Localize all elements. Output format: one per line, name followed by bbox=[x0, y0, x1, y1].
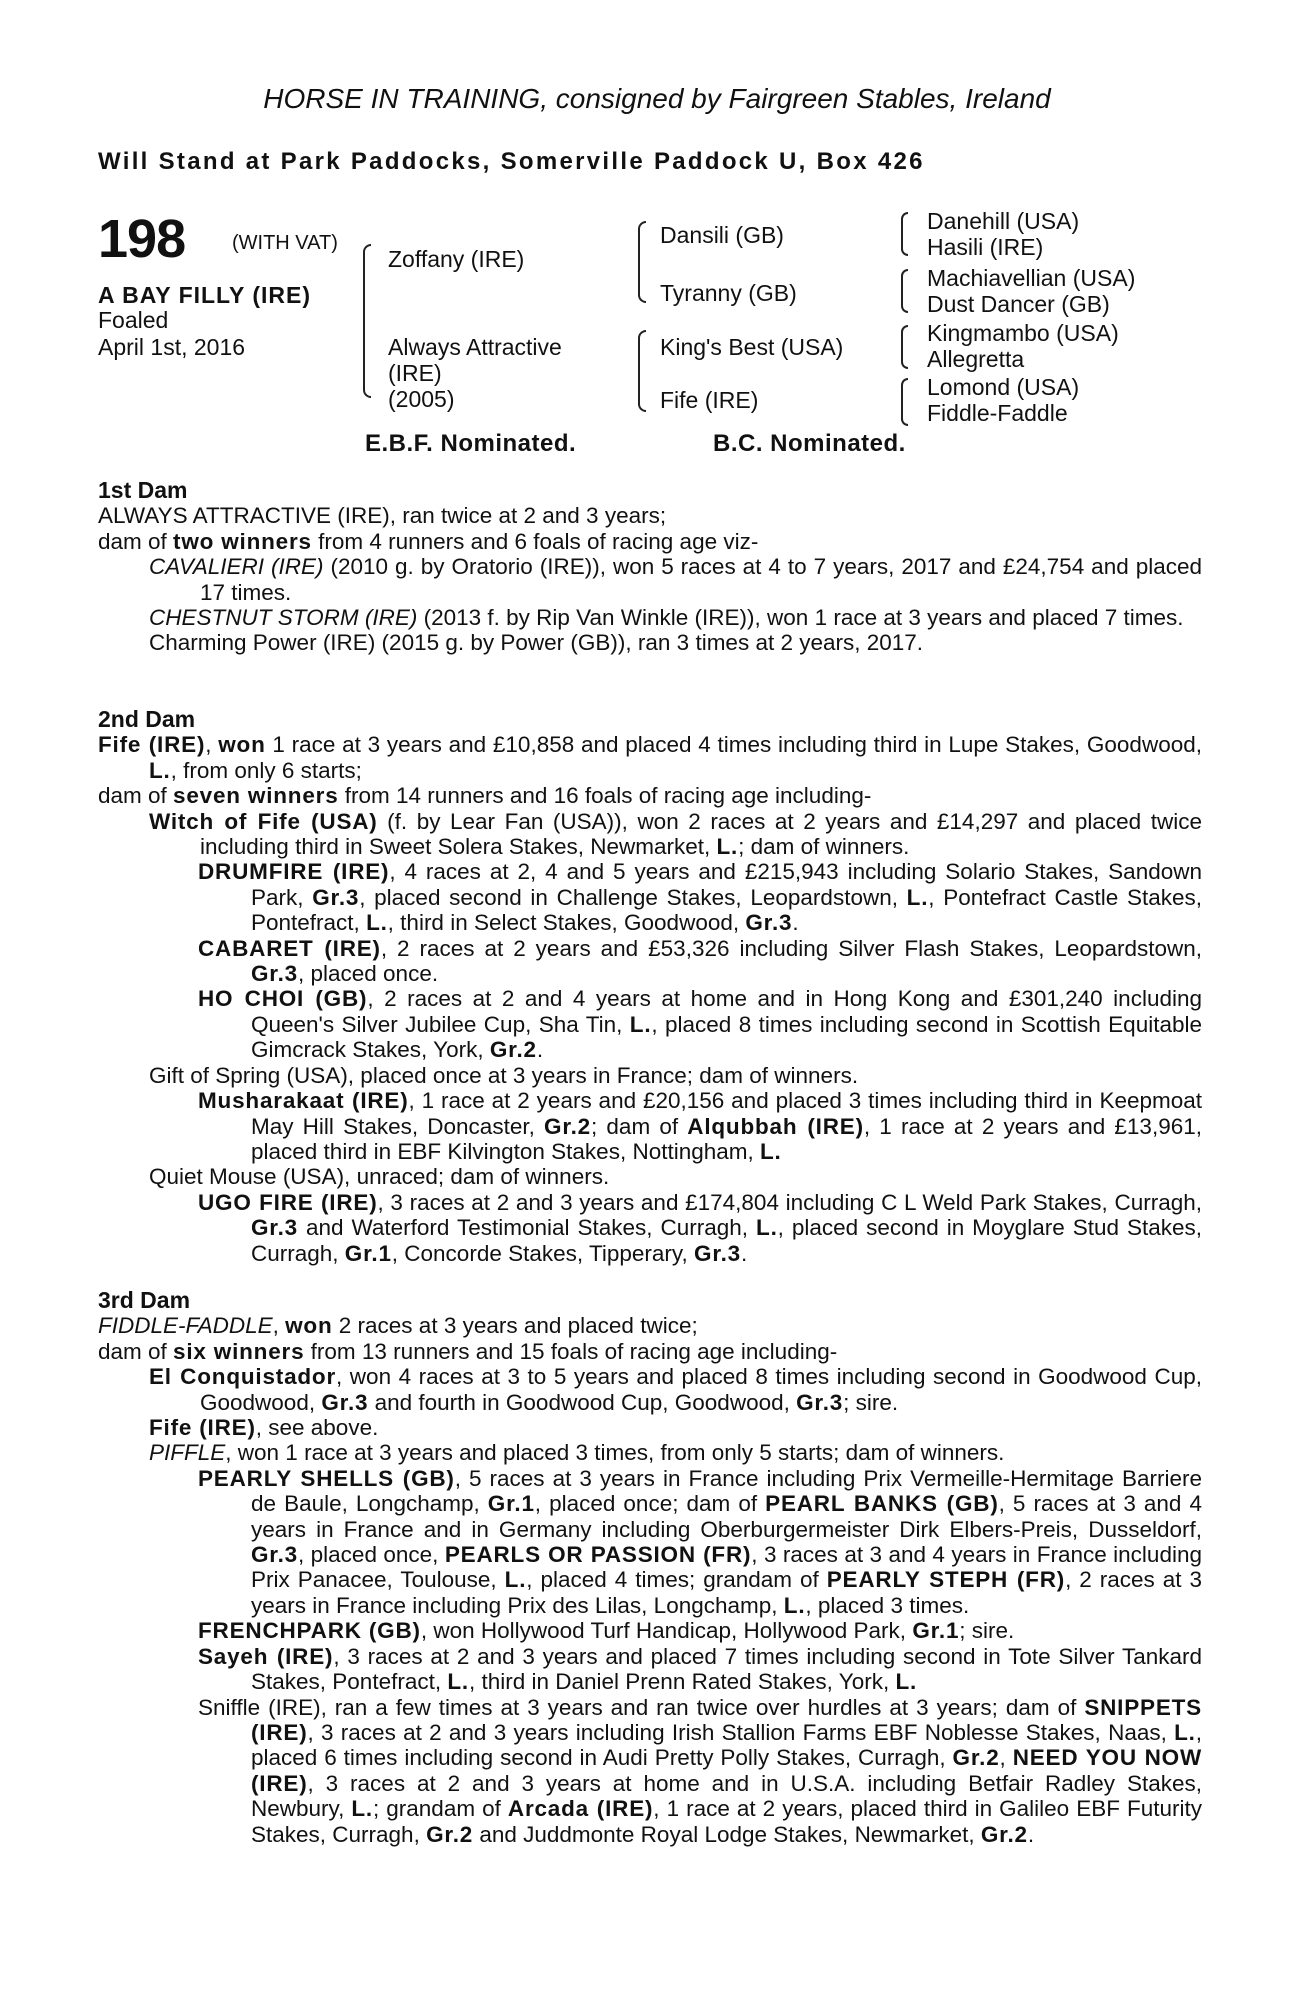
pedigree-dam-line3: (2005) bbox=[388, 386, 455, 412]
pedigree-sire-sire: Dansili (GB) bbox=[660, 222, 784, 248]
pedigree-brace-sd bbox=[901, 269, 908, 313]
second-dam-line: Fife (IRE), won 1 race at 3 years and £10,858 and placed 4 times including third in Lupe Stakes, Goodwood, L., from only 6 starts; bbox=[98, 732, 1202, 783]
first-dam-line: ALWAYS ATTRACTIVE (IRE), ran twice at 2 and 3 years; bbox=[98, 503, 667, 529]
first-dam-section bbox=[98, 478, 1202, 656]
pedigree-sire-dam: Tyranny (GB) bbox=[660, 280, 797, 306]
third-dam-heading: 3rd Dam bbox=[98, 1287, 191, 1313]
stand-location: Will Stand at Park Paddocks, Somerville Paddock U, Box 426 bbox=[98, 148, 925, 175]
produce-entry: UGO FIRE (IRE), 3 races at 2 and 3 years and £174,804 including C L Weld Park Stakes, Curragh, Gr.3 and Waterford Testimonial Stakes, Curragh, L., placed second in Moyglare Stud Stakes, Curragh, Gr.1, Concorde Stakes, Tipperary, Gr.3. bbox=[198, 1189, 1202, 1266]
pedigree-sire: Zoffany (IRE) bbox=[388, 246, 525, 272]
foaled-date: April 1st, 2016 bbox=[98, 334, 246, 360]
pedigree-brace-main bbox=[363, 244, 371, 398]
produce-entry: CABARET (IRE), 2 races at 2 years and £53,326 including Silver Flash Stakes, Leopardstown, Gr.3, placed once. bbox=[198, 935, 1202, 987]
pedigree-sdd: Dust Dancer (GB) bbox=[927, 291, 1110, 317]
pedigree-sds: Machiavellian (USA) bbox=[927, 265, 1136, 291]
second-dam-section bbox=[98, 707, 1202, 1266]
pedigree-dsd: Allegretta bbox=[927, 346, 1025, 372]
produce-entry: Sayeh (IRE), 3 races at 2 and 3 years and placed 7 times including second in Tote Silver Tankard Stakes, Pontefract, L., third in Daniel Prenn Rated Stakes, York, L. bbox=[198, 1643, 1202, 1695]
lot-number: 198 bbox=[98, 209, 186, 269]
second-dam-heading: 2nd Dam bbox=[98, 706, 196, 732]
foaled-label: Foaled bbox=[98, 307, 169, 333]
third-dam-section bbox=[98, 1288, 1202, 1847]
produce-entry: El Conquistador, won 4 races at 3 to 5 years and placed 8 times including second in Goodwood Cup, Goodwood, Gr.3 and fourth in Goodwood Cup, Goodwood, Gr.3; sire. bbox=[149, 1364, 1202, 1415]
produce-entry: Musharakaat (IRE), 1 race at 2 years and £20,156 and placed 3 times including third in Keepmoat May Hill Stakes, Doncaster, Gr.2; dam of Alqubbah (IRE), 1 race at 2 years and £13,961, placed third in EBF Kilvington Stakes, Nottingham, L. bbox=[198, 1088, 1203, 1164]
pedigree-sss: Danehill (USA) bbox=[927, 208, 1080, 234]
produce-entry: Charming Power (IRE) (2015 g. by Power (GB)), ran 3 times at 2 years, 2017. bbox=[149, 630, 924, 656]
produce-entry: PIFFLE, won 1 race at 3 years and placed 3 times, from only 5 starts; dam of winners. bbox=[149, 1440, 1005, 1466]
pedigree-brace-sire bbox=[638, 221, 646, 303]
pedigree-ddd: Fiddle-Faddle bbox=[927, 400, 1068, 426]
bc-nominated: B.C. Nominated. bbox=[713, 430, 906, 457]
pedigree-ssd: Hasili (IRE) bbox=[927, 234, 1044, 260]
first-dam-heading: 1st Dam bbox=[98, 477, 188, 503]
third-dam-line: FIDDLE-FADDLE, won 2 races at 3 years and placed twice; bbox=[98, 1313, 698, 1339]
produce-entry: CHESTNUT STORM (IRE) (2013 f. by Rip Van Winkle (IRE)), won 1 race at 3 years and placed 7 times. bbox=[149, 605, 1184, 631]
produce-entry: FRENCHPARK (GB), won Hollywood Turf Handicap, Hollywood Park, Gr.1; sire. bbox=[198, 1618, 1015, 1644]
produce-entry: PEARLY SHELLS (GB), 5 races at 3 years in France including Prix Vermeille-Hermitage Barriere de Baule, Longchamp, Gr.1, placed once; dam of PEARL BANKS (GB), 5 races at 3 and 4 years in France and in Germany including Oberburgermeister Dirk Elbers-Preis, Dusseldorf, Gr.3, placed once, PEARLS OR PASSION (FR), 3 races at 3 and 4 years in France including Prix Panacee, Toulouse, L., placed 4 times; grandam of PEARLY STEPH (FR), 2 races at 3 years in France including Prix des Lilas, Longchamp, L., placed 3 times. bbox=[198, 1465, 1203, 1618]
horse-description: A BAY FILLY (IRE) bbox=[98, 282, 311, 308]
produce-entry: Sniffle (IRE), ran a few times at 3 years and ran twice over hurdles at 3 years; dam of SNIPPETS (IRE), 3 races at 2 and 3 years including Irish Stallion Farms EBF Noblesse Stakes, Naas, L., placed 6 times including second in Audi Pretty Polly Stakes, Curragh, Gr.2, NEED YOU NOW (IRE), 3 races at 2 and 3 years at home and in U.S.A. including Betfair Radley Stakes, Newbury, L.; grandam of Arcada (IRE), 1 race at 2 years, placed third in Galileo EBF Futurity Stakes, Curragh, Gr.2 and Juddmonte Royal Lodge Stakes, Newmarket, Gr.2. bbox=[198, 1694, 1203, 1847]
pedigree-dds: Lomond (USA) bbox=[927, 374, 1080, 400]
second-dam-produce-summary: dam of seven winners from 14 runners and 16 foals of racing age including- bbox=[98, 783, 872, 809]
produce-entry: Gift of Spring (USA), placed once at 3 years in France; dam of winners. bbox=[149, 1062, 859, 1088]
produce-entry: Fife (IRE), see above. bbox=[149, 1415, 379, 1441]
pedigree-dam-line2: (IRE) bbox=[388, 360, 442, 386]
pedigree-dam-dam: Fife (IRE) bbox=[660, 387, 759, 413]
pedigree-brace-ds bbox=[901, 325, 908, 369]
third-dam-produce-summary: dam of six winners from 13 runners and 15 foals of racing age including- bbox=[98, 1338, 838, 1364]
page-title: HORSE IN TRAINING, consigned by Fairgreen Stables, Ireland bbox=[263, 83, 1051, 114]
pedigree-brace-ss bbox=[901, 212, 908, 256]
produce-entry: HO CHOI (GB), 2 races at 2 and 4 years at home and in Hong Kong and £301,240 including Queen's Silver Jubilee Cup, Sha Tin, L., placed 8 times including second in Scottish Equitable Gimcrack Stakes, York, Gr.2. bbox=[198, 986, 1202, 1063]
ebf-nominated: E.B.F. Nominated. bbox=[365, 430, 577, 457]
produce-entry: Quiet Mouse (USA), unraced; dam of winners. bbox=[149, 1164, 610, 1190]
pedigree-brace-dd bbox=[901, 378, 908, 426]
produce-entry: CAVALIERI (IRE) (2010 g. by Oratorio (IRE)), won 5 races at 4 to 7 years, 2017 and £24,754 and placed 17 times. bbox=[149, 554, 1202, 605]
vat-note: (WITH VAT) bbox=[232, 232, 338, 254]
pedigree-brace-dam bbox=[638, 330, 646, 412]
produce-entry: Witch of Fife (USA) (f. by Lear Fan (USA)), won 2 races at 2 years and £14,297 and placed twice including third in Sweet Solera Stakes, Newmarket, L.; dam of winners. bbox=[149, 808, 1202, 860]
first-dam-produce-summary: dam of two winners from 4 runners and 6 foals of racing age viz- bbox=[98, 528, 759, 554]
pedigree-dam-sire: King's Best (USA) bbox=[660, 334, 844, 360]
pedigree-dss: Kingmambo (USA) bbox=[927, 320, 1119, 346]
pedigree-dam-line1: Always Attractive bbox=[388, 334, 562, 360]
produce-entry: DRUMFIRE (IRE), 4 races at 2, 4 and 5 years and £215,943 including Solario Stakes, Sandown Park, Gr.3, placed second in Challenge Stakes, Leopardstown, L., Pontefract Castle Stakes, Pontefract, L., third in Select Stakes, Goodwood, Gr.3. bbox=[198, 859, 1203, 936]
